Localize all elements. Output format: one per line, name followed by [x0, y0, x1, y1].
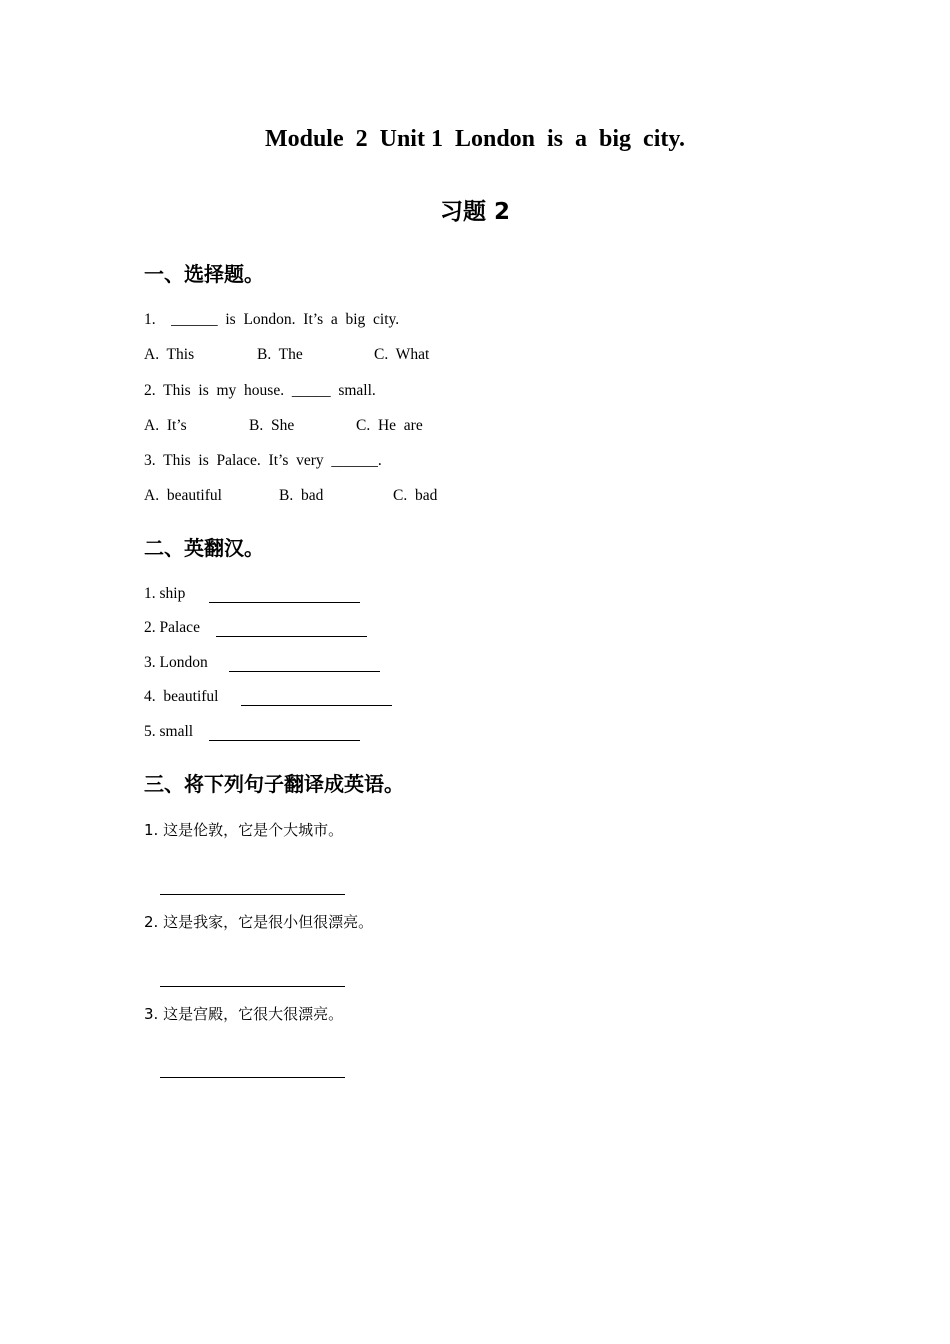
option-b: B. She [249, 417, 295, 434]
translate-item: 2. 这是我家，它是很小但很漂亮。 [144, 913, 374, 931]
vocab-item-london: 3. London [144, 654, 208, 671]
answer-blank[interactable] [209, 740, 360, 741]
answer-blank[interactable] [209, 602, 360, 603]
answer-blank[interactable] [160, 1077, 345, 1078]
page-title: Module 2 Unit 1 London is a big city. [264, 126, 686, 152]
answer-blank[interactable] [216, 636, 367, 637]
vocab-item-small: 5. small [144, 723, 194, 740]
option-a: A. This [144, 346, 195, 363]
question-stem: 2. This is my house. _____ small. [144, 382, 376, 399]
vocab-item-palace: 2. Palace [144, 619, 200, 636]
question-stem: 1. ______ is London. It’s a big city. [144, 311, 400, 328]
option-b: B. bad [279, 487, 324, 504]
option-a: A. It’s [144, 417, 187, 434]
page-subtitle: 习题 2 [439, 199, 510, 225]
option-c: C. He are [356, 417, 423, 434]
answer-blank[interactable] [241, 705, 392, 706]
translate-item: 1. 这是伦敦，它是个大城市。 [144, 821, 344, 839]
option-c: C. What [374, 346, 430, 363]
option-c: C. bad [393, 487, 438, 504]
vocab-item-beautiful: 4. beautiful [144, 688, 219, 705]
vocab-item-ship: 1. ship [144, 585, 186, 602]
answer-blank[interactable] [160, 986, 345, 987]
option-b: B. The [257, 346, 303, 363]
section-heading-en-to-cn: 二、英翻汉。 [144, 536, 264, 560]
section-heading-translate: 三、将下列句子翻译成英语。 [144, 772, 404, 796]
option-a: A. beautiful [144, 487, 222, 504]
question-stem: 3. This is Palace. It’s very ______. [144, 452, 382, 469]
answer-blank[interactable] [160, 894, 345, 895]
answer-blank[interactable] [229, 671, 380, 672]
section-heading-choice: 一、选择题。 [144, 262, 264, 286]
translate-item: 3. 这是宫殿，它很大很漂亮。 [144, 1005, 344, 1023]
